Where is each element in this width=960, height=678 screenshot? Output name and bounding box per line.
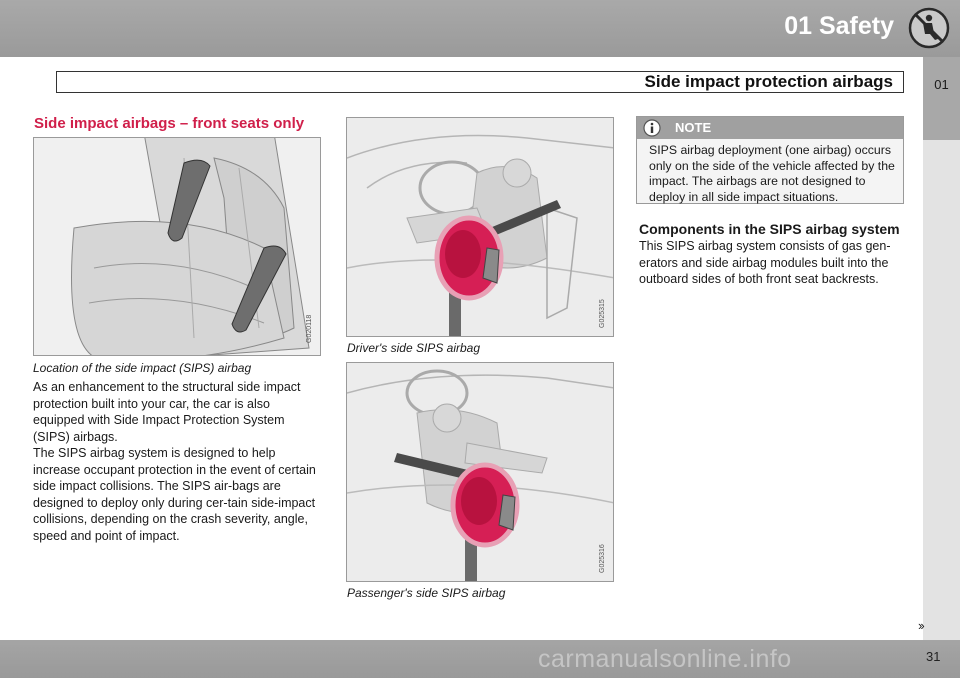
components-heading: Components in the SIPS airbag system: [639, 221, 900, 237]
note-label: NOTE: [675, 120, 712, 135]
note-box: [636, 116, 904, 204]
driver-airbag-illustration: [347, 118, 614, 337]
passenger-airbag-illustration: [347, 363, 614, 582]
chapter-header-bar: [0, 0, 960, 57]
section-title-bar: [56, 71, 904, 93]
side-tab-number: 01: [934, 77, 949, 92]
sips-design-paragraph: The SIPS airbag system is designed to help increase occupant protection in the event of certain side impact collisions. The SIPS air-bags are designed to deploy only during cer-tain side-impact collisions, depending on the crash severity, angle, speed and point of impact.: [33, 446, 316, 543]
section-title: Side impact protection airbags: [644, 72, 893, 91]
page-number: 31: [926, 649, 941, 664]
figure-code: G025316: [599, 544, 606, 573]
passenger-side-figure: [346, 362, 614, 582]
figure-code: G020118: [306, 314, 313, 343]
chapter-side-tab[interactable]: [923, 57, 960, 140]
passenger-side-caption: Passenger's side SIPS airbag: [347, 586, 506, 600]
driver-side-figure: [346, 117, 614, 337]
components-paragraph: This SIPS airbag system consists of gas gen-erators and side airbag modules built into the outboard sides of both front seat backrests.: [639, 239, 891, 286]
front-seats-heading: Side impact airbags – front seats only: [34, 115, 305, 132]
footer-bar: [0, 640, 960, 678]
seat-airbag-figure: [33, 137, 321, 356]
intro-paragraph: As an enhancement to the structural side impact protection built into your car, the car is also equipped with Side Impact Protection System (SIPS) airbags.: [33, 380, 301, 444]
next-page-arrows: ››: [918, 618, 923, 633]
seat-figure-caption: Location of the side impact (SIPS) airbag: [33, 361, 252, 375]
note-text: SIPS airbag deployment (one airbag) occurs only on the side of the vehicle affected by the impact. The airbags are not designed to deploy in all side impact situations.: [649, 143, 895, 204]
watermark: carmanualsonline.info: [538, 645, 792, 673]
note-header: [637, 117, 903, 139]
figure-code: G025315: [599, 299, 606, 328]
info-icon: [643, 119, 661, 137]
seatbelt-warning-icon: [908, 7, 950, 49]
seat-illustration: [34, 138, 321, 356]
chapter-title: 01 Safety: [784, 12, 894, 40]
driver-side-caption: Driver's side SIPS airbag: [347, 341, 481, 355]
side-strip: [923, 140, 960, 640]
